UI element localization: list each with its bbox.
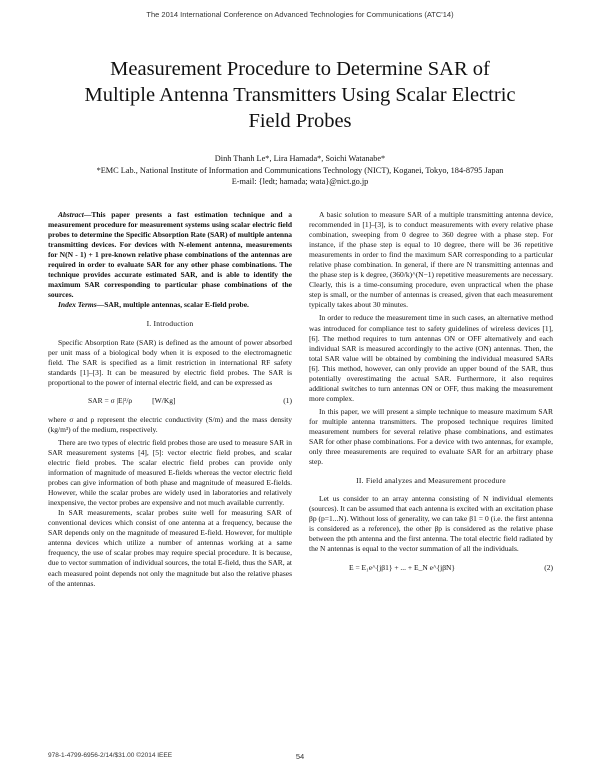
equation-1-body: SAR = σ |E|²/ρ: [88, 395, 133, 405]
equation-2: [309, 563, 553, 573]
section-heading-field-analyzes: II. Field analyzes and Measurement procedure: [356, 476, 506, 486]
paragraph: A basic solution to measure SAR of a multiple transmitting antenna device, recommended in [1]–[3], is to conduct measurements with every relative phase combination, sweeping from 0 degree to 360 degree with a phase step. For instance, if the phase step is equal to 10 degree, there will be 36 repetitive measurements in order to find the maximum SAR corresponding to a particular relative phase combination. In general, if there are N transmitting antennas and the phase step is k degree, (360/k)^(N−1) repetitive measurements are necessary. Clearly, this is a time-consuming procedure, even unpractical when the phase step is small, or the number of antennas is creased, given that each measurement typically takes about 30 minutes.: [309, 210, 553, 310]
abstract-label: Abstract—: [58, 210, 92, 219]
equation-2-number: (2): [544, 562, 553, 572]
abstract: [48, 210, 292, 300]
title-line-3: Field Probes: [248, 110, 352, 132]
affiliation: *EMC Lab., National Institute of Information and Communications Technology (NICT), Koganei, Tokyo, 184-8795 Japan: [96, 166, 504, 175]
paragraph: where σ and ρ represent the electric conductivity (S/m) and the mass density (kg/m³) of the medium, respectively.: [48, 414, 292, 434]
title-line-2: Multiple Antenna Transmitters Using Scalar Electric: [84, 84, 516, 106]
paragraph: Specific Absorption Rate (SAR) is defined as the amount of power absorbed per unit mass of a biological body when it is exposed to the electromagnetic field. The SAR is specified as a limit restriction in international RF safety standards [1]–[3]. It can be measured by electric field probes. The SAR is proportional to the power of internal electric field, and can be expressed as: [48, 337, 292, 387]
equation-1-unit: [W/Kg]: [152, 395, 176, 405]
equation-2-body: E = E₁e^{jβ1} + ... + E_N e^{jβN}: [349, 562, 456, 572]
author-email: E-mail: {ledt; hamada; wata}@nict.go.jp: [231, 177, 369, 186]
paper-title: [40, 56, 560, 134]
left-column: [48, 210, 292, 589]
section-heading-introduction: I. Introduction: [146, 319, 194, 329]
equation-1: [48, 396, 292, 406]
page-number: 54: [295, 752, 305, 761]
index-terms: [48, 300, 292, 310]
index-terms-text: SAR, multiple antennas, scalar E-field probe.: [104, 300, 249, 310]
paragraph: In this paper, we will present a simple technique to measure maximum SAR for multiple antenna transmitters. The proposed technique requires limited measurement numbers for several relative phase combinations, and estimates SAR for other phase combinations. For a device with two antennas, for example, only three measurements are required to evaluate SAR for an arbitrary phase step.: [309, 406, 553, 467]
paragraph: There are two types of electric field probes those are used to measure SAR in SAR measurement systems [4], [5]: vector electric field probes, and scalar electric field probes. The scalar electric field probes can provide only information of magnitude of measured E-fields whereas the vector electric field probes can give information of both phase and magnitude of measured E-fields. However, while the scalar probes are widely used in laboratories and relatively inexpensive, the vector probes are expensive and not much available currently.: [48, 437, 292, 508]
equation-1-number: (1): [283, 395, 292, 405]
paragraph: In order to reduce the measurement time in such cases, an alternative method was introduced for compliance test to safety guidelines of wireless devices [1], [6]. The method requires to turn antennas ON or OFF alternatively and each individual SAR is measured accordingly to the active (ON) antennas. Then, the total SAR value will be obtained by combining the individual measured SARs [6]. This method, however, can only provide an upper bound of the SAR, thus potentially overestimating the actual SAR. Furthermore, it also requires additional switches to turn antennas ON or OFF, thus making the measurement more complex.: [309, 313, 553, 403]
paragraph: In SAR measurements, scalar probes suite well for measuring SAR of conventional devices which consist of one antenna at a frequency, because the SAR depends only on the magnitude of measured E-field. However, for multiple antenna devices which utilize a number of antennas working at a same frequency, the use of scalar probes may require special procedure. It is because, due to vector summation of individual sources, the total E-field, thus the SAR, at each measured point depends not only the magnitude but also the relative phases of the antennas.: [48, 508, 292, 588]
paragraph: Let us consider to an array antenna consisting of N individual elements (sources). It can be assumed that each antenna is excited with an excitation phase βp (p=1...N). Without loss of generality, we can take β1 = 0 (i.e. the first antenna is considered as a reference), the other βp is considered as the relative phase between the pth antenna and the first antenna. The total electric field radiated by the N antennas is equal to the vector summation of all the individuals.: [309, 494, 553, 554]
right-column: [309, 210, 553, 582]
abstract-text: This paper presents a fast estimation technique and a measurement procedure for measurement systems using scalar electric field probes to determine the Specific Absorption Rate (SAR) of multiple antenna transmitting devices. For devices with N-element antenna, measurements for N(N - 1) + 1 pre-known relative phase combinations of the antennas are required in order to evaluate SAR for any other phase combinations. The technique provides accurate estimated SAR, and is able to identify the maximum SAR corresponding to particular phase combinations of the sources.: [48, 210, 292, 300]
index-terms-label: Index Terms—: [58, 300, 105, 310]
conference-header: The 2014 International Conference on Advanced Technologies for Communications (ATC'14): [146, 10, 454, 19]
author-list: Dinh Thanh Le*, Lira Hamada*, Soichi Watanabe*: [214, 154, 386, 163]
title-line-1: Measurement Procedure to Determine SAR of: [110, 58, 490, 80]
copyright-line: 978-1-4799-6956-2/14/$31.00 ©2014 IEEE: [48, 752, 173, 759]
